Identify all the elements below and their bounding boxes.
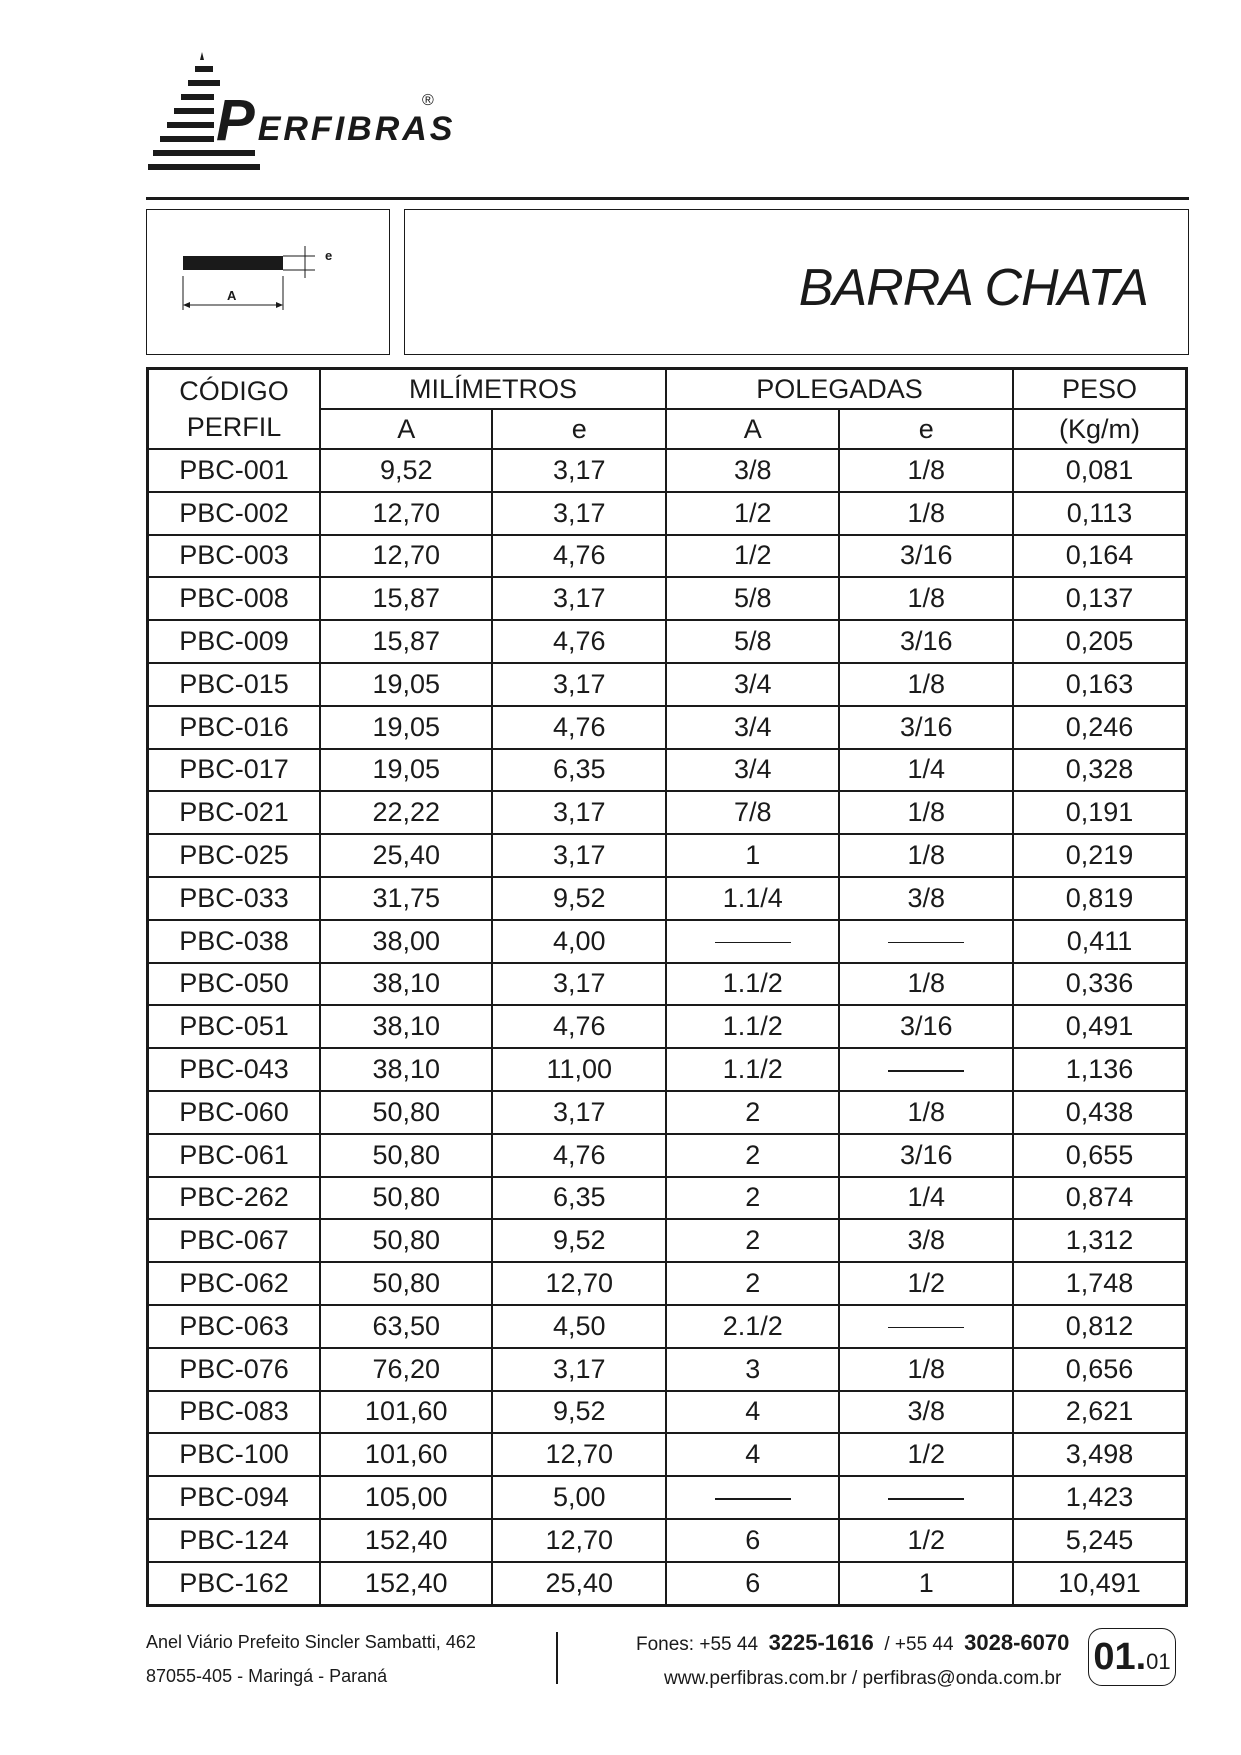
cell-mm-a: 19,05 (320, 663, 492, 706)
cell-mm-a: 152,40 (320, 1519, 492, 1562)
cell-code: PBC-008 (148, 577, 320, 620)
diagram-width-label: A (227, 288, 237, 303)
cell-in-e: 3/8 (839, 1219, 1013, 1262)
table-row (148, 1262, 1187, 1305)
table-row (148, 963, 1187, 1006)
cell-weight: 1,312 (1013, 1219, 1187, 1262)
empty-dash (715, 942, 791, 944)
cell-in-e: 1/8 (839, 834, 1013, 877)
cell-mm-e: 12,70 (492, 1433, 666, 1476)
cell-mm-e: 4,50 (492, 1305, 666, 1348)
cell-code: PBC-002 (148, 492, 320, 535)
cell-mm-a: 50,80 (320, 1177, 492, 1220)
cell-weight: 0,137 (1013, 577, 1187, 620)
cell-in-e (839, 1048, 1013, 1091)
cell-in-a: 6 (666, 1519, 840, 1562)
cell-in-e: 3/16 (839, 1005, 1013, 1048)
cell-mm-e: 12,70 (492, 1519, 666, 1562)
cell-in-e: 1/8 (839, 791, 1013, 834)
cell-weight: 0,113 (1013, 492, 1187, 535)
cell-mm-e: 6,35 (492, 749, 666, 792)
table-row (148, 1177, 1187, 1220)
cell-in-e: 1/8 (839, 963, 1013, 1006)
cell-mm-e: 3,17 (492, 577, 666, 620)
table-row (148, 492, 1187, 535)
spec-table (146, 367, 1188, 1607)
table-row (148, 706, 1187, 749)
spec-table-container (146, 367, 1188, 1607)
cell-in-a: 1/2 (666, 535, 840, 578)
cell-mm-a: 105,00 (320, 1476, 492, 1519)
cell-mm-a: 15,87 (320, 620, 492, 663)
header-mm-a: A (320, 409, 492, 449)
cell-in-e: 1/8 (839, 449, 1013, 492)
page-number: 01.01 (1088, 1628, 1176, 1686)
table-row (148, 577, 1187, 620)
cell-weight: 0,164 (1013, 535, 1187, 578)
cell-in-e: 1/4 (839, 1177, 1013, 1220)
cell-in-a: 2 (666, 1262, 840, 1305)
cell-weight: 0,336 (1013, 963, 1187, 1006)
cell-weight: 0,819 (1013, 877, 1187, 920)
cell-mm-a: 50,80 (320, 1134, 492, 1177)
table-row (148, 1391, 1187, 1434)
cell-weight: 3,498 (1013, 1433, 1187, 1476)
table-row (148, 1305, 1187, 1348)
footer-address-city: 87055-405 - Maringá - Paraná (146, 1666, 388, 1686)
header-rule (146, 197, 1189, 200)
cell-in-a: 1.1/4 (666, 877, 840, 920)
header-in-a: A (666, 409, 840, 449)
header-millimeters: MILÍMETROS (320, 369, 666, 410)
cell-in-a: 3/4 (666, 749, 840, 792)
cell-weight: 0,191 (1013, 791, 1187, 834)
cell-in-e: 3/16 (839, 620, 1013, 663)
cell-mm-e: 12,70 (492, 1262, 666, 1305)
footer-phones: Fones: +55 44 3225-1616 / +55 44 3028-6070 (636, 1630, 1070, 1655)
table-row (148, 791, 1187, 834)
cell-in-e: 1 (839, 1562, 1013, 1605)
cell-weight: 5,245 (1013, 1519, 1187, 1562)
table-row (148, 1476, 1187, 1519)
cell-mm-a: 38,10 (320, 1005, 492, 1048)
cell-code: PBC-016 (148, 706, 320, 749)
cell-code: PBC-100 (148, 1433, 320, 1476)
cell-mm-a: 12,70 (320, 492, 492, 535)
company-logo (148, 52, 456, 187)
cell-code: PBC-067 (148, 1219, 320, 1262)
cell-mm-a: 31,75 (320, 877, 492, 920)
header-weight-unit: (Kg/m) (1013, 409, 1187, 449)
cell-mm-a: 19,05 (320, 706, 492, 749)
cell-weight: 0,081 (1013, 449, 1187, 492)
cell-in-e: 1/8 (839, 492, 1013, 535)
cell-weight: 0,438 (1013, 1091, 1187, 1134)
cell-in-e: 1/4 (839, 749, 1013, 792)
footer-divider (556, 1632, 558, 1684)
cell-weight: 0,219 (1013, 834, 1187, 877)
flat-bar-diagram-icon (147, 210, 387, 352)
cell-mm-a: 38,00 (320, 920, 492, 963)
cell-mm-e: 25,40 (492, 1562, 666, 1605)
cell-in-e (839, 1305, 1013, 1348)
cell-mm-a: 101,60 (320, 1433, 492, 1476)
cell-code: PBC-083 (148, 1391, 320, 1434)
cell-in-a (666, 920, 840, 963)
cell-mm-a: 50,80 (320, 1091, 492, 1134)
cell-weight: 10,491 (1013, 1562, 1187, 1605)
cell-mm-e: 4,76 (492, 1134, 666, 1177)
table-row (148, 1134, 1187, 1177)
cell-in-a: 5/8 (666, 620, 840, 663)
cell-mm-e: 9,52 (492, 877, 666, 920)
page-title: BARRA CHATA (798, 259, 1148, 317)
cell-in-e: 1/8 (839, 1348, 1013, 1391)
table-row (148, 920, 1187, 963)
table-row (148, 749, 1187, 792)
cell-code: PBC-050 (148, 963, 320, 1006)
cell-in-a: 3/4 (666, 706, 840, 749)
cell-code: PBC-124 (148, 1519, 320, 1562)
table-row (148, 1091, 1187, 1134)
cell-in-a: 1.1/2 (666, 1048, 840, 1091)
cell-mm-a: 38,10 (320, 963, 492, 1006)
footer-phone-1: 3225-1616 (768, 1630, 874, 1655)
cell-in-a: 1.1/2 (666, 963, 840, 1006)
cell-weight: 0,411 (1013, 920, 1187, 963)
cell-in-a: 2 (666, 1134, 840, 1177)
cell-in-a: 3/8 (666, 449, 840, 492)
cell-in-a: 6 (666, 1562, 840, 1605)
table-row (148, 663, 1187, 706)
cell-mm-e: 3,17 (492, 834, 666, 877)
table-row (148, 1005, 1187, 1048)
cell-mm-a: 22,22 (320, 791, 492, 834)
cell-weight: 0,491 (1013, 1005, 1187, 1048)
cell-code: PBC-061 (148, 1134, 320, 1177)
table-row (148, 620, 1187, 663)
cell-weight: 0,655 (1013, 1134, 1187, 1177)
empty-dash (888, 942, 964, 944)
cell-mm-a: 9,52 (320, 449, 492, 492)
header-weight: PESO (1013, 369, 1187, 410)
cell-code: PBC-001 (148, 449, 320, 492)
cell-mm-a: 152,40 (320, 1562, 492, 1605)
cell-in-a: 2.1/2 (666, 1305, 840, 1348)
header-code: CÓDIGO PERFIL (148, 369, 320, 450)
cell-code: PBC-076 (148, 1348, 320, 1391)
cell-weight: 2,621 (1013, 1391, 1187, 1434)
cell-weight: 1,423 (1013, 1476, 1187, 1519)
footer-web-email: www.perfibras.com.br / perfibras@onda.com.br (664, 1668, 1062, 1689)
profile-diagram (146, 209, 390, 355)
title-box (404, 209, 1189, 355)
table-body (148, 449, 1187, 1605)
cell-mm-e: 4,76 (492, 1005, 666, 1048)
table-header-row (148, 369, 1187, 410)
cell-in-e: 3/16 (839, 535, 1013, 578)
cell-weight: 0,874 (1013, 1177, 1187, 1220)
table-row (148, 535, 1187, 578)
cell-in-e: 1/2 (839, 1262, 1013, 1305)
footer-phone-2: 3028-6070 (964, 1630, 1070, 1655)
cell-mm-a: 25,40 (320, 834, 492, 877)
cell-code: PBC-162 (148, 1562, 320, 1605)
cell-in-e: 1/2 (839, 1433, 1013, 1476)
cell-in-a: 4 (666, 1433, 840, 1476)
cell-in-e: 1/8 (839, 663, 1013, 706)
cell-code: PBC-009 (148, 620, 320, 663)
header-inches: POLEGADAS (666, 369, 1013, 410)
cell-mm-e: 3,17 (492, 1348, 666, 1391)
cell-in-a: 3/4 (666, 663, 840, 706)
cell-mm-e: 3,17 (492, 1091, 666, 1134)
cell-mm-e: 4,00 (492, 920, 666, 963)
cell-code: PBC-017 (148, 749, 320, 792)
cell-in-a: 5/8 (666, 577, 840, 620)
cell-mm-e: 6,35 (492, 1177, 666, 1220)
cell-in-a: 2 (666, 1219, 840, 1262)
cell-mm-e: 4,76 (492, 535, 666, 578)
cell-code: PBC-062 (148, 1262, 320, 1305)
cell-in-a: 7/8 (666, 791, 840, 834)
cell-mm-e: 3,17 (492, 492, 666, 535)
cell-in-e: 3/16 (839, 706, 1013, 749)
cell-code: PBC-038 (148, 920, 320, 963)
cell-mm-e: 3,17 (492, 663, 666, 706)
cell-weight: 0,205 (1013, 620, 1187, 663)
cell-code: PBC-043 (148, 1048, 320, 1091)
cell-in-a (666, 1476, 840, 1519)
cell-mm-e: 3,17 (492, 963, 666, 1006)
cell-code: PBC-094 (148, 1476, 320, 1519)
cell-weight: 0,163 (1013, 663, 1187, 706)
cell-code: PBC-033 (148, 877, 320, 920)
cell-in-e: 3/16 (839, 1134, 1013, 1177)
cell-weight: 0,812 (1013, 1305, 1187, 1348)
cell-in-a: 2 (666, 1091, 840, 1134)
header-in-e: e (839, 409, 1013, 449)
cell-mm-e: 4,76 (492, 706, 666, 749)
cell-weight: 0,246 (1013, 706, 1187, 749)
table-row (148, 834, 1187, 877)
table-row (148, 877, 1187, 920)
diagram-thickness-label: e (325, 248, 333, 263)
cell-in-e: 3/8 (839, 1391, 1013, 1434)
cell-code: PBC-003 (148, 535, 320, 578)
cell-mm-a: 63,50 (320, 1305, 492, 1348)
empty-dash (888, 1327, 964, 1329)
cell-code: PBC-025 (148, 834, 320, 877)
cell-mm-e: 3,17 (492, 449, 666, 492)
cell-mm-e: 3,17 (492, 791, 666, 834)
cell-mm-e: 5,00 (492, 1476, 666, 1519)
cell-in-e: 1/8 (839, 1091, 1013, 1134)
cell-code: PBC-021 (148, 791, 320, 834)
cell-in-e (839, 1476, 1013, 1519)
brand-name: PERFIBRAS (216, 88, 456, 153)
cell-in-a: 3 (666, 1348, 840, 1391)
cell-in-e: 1/8 (839, 577, 1013, 620)
registered-mark: ® (422, 92, 434, 109)
table-row (148, 1562, 1187, 1605)
cell-in-a: 1/2 (666, 492, 840, 535)
cell-in-a: 1 (666, 834, 840, 877)
empty-dash (888, 1498, 964, 1500)
empty-dash (888, 1070, 964, 1072)
cell-mm-a: 101,60 (320, 1391, 492, 1434)
cell-in-a: 2 (666, 1177, 840, 1220)
cell-code: PBC-060 (148, 1091, 320, 1134)
cell-mm-e: 11,00 (492, 1048, 666, 1091)
cell-mm-e: 9,52 (492, 1391, 666, 1434)
cell-mm-a: 12,70 (320, 535, 492, 578)
cell-in-a: 4 (666, 1391, 840, 1434)
empty-dash (715, 1498, 791, 1500)
cell-mm-a: 76,20 (320, 1348, 492, 1391)
cell-mm-e: 9,52 (492, 1219, 666, 1262)
table-row (148, 1348, 1187, 1391)
cell-mm-a: 19,05 (320, 749, 492, 792)
cell-mm-e: 4,76 (492, 620, 666, 663)
cell-code: PBC-051 (148, 1005, 320, 1048)
table-row (148, 449, 1187, 492)
cell-weight: 1,136 (1013, 1048, 1187, 1091)
cell-mm-a: 50,80 (320, 1262, 492, 1305)
table-row (148, 1048, 1187, 1091)
cell-in-e (839, 920, 1013, 963)
table-row (148, 1433, 1187, 1476)
table-row (148, 1219, 1187, 1262)
cell-in-a: 1.1/2 (666, 1005, 840, 1048)
cell-code: PBC-015 (148, 663, 320, 706)
cell-code: PBC-063 (148, 1305, 320, 1348)
cell-weight: 1,748 (1013, 1262, 1187, 1305)
footer-address-street: Anel Viário Prefeito Sincler Sambatti, 462 (146, 1632, 476, 1652)
cell-in-e: 1/2 (839, 1519, 1013, 1562)
header-mm-e: e (492, 409, 666, 449)
cell-mm-a: 50,80 (320, 1219, 492, 1262)
cell-mm-a: 15,87 (320, 577, 492, 620)
cell-code: PBC-262 (148, 1177, 320, 1220)
cell-weight: 0,328 (1013, 749, 1187, 792)
cell-weight: 0,656 (1013, 1348, 1187, 1391)
cell-mm-a: 38,10 (320, 1048, 492, 1091)
cell-in-e: 3/8 (839, 877, 1013, 920)
table-row (148, 1519, 1187, 1562)
